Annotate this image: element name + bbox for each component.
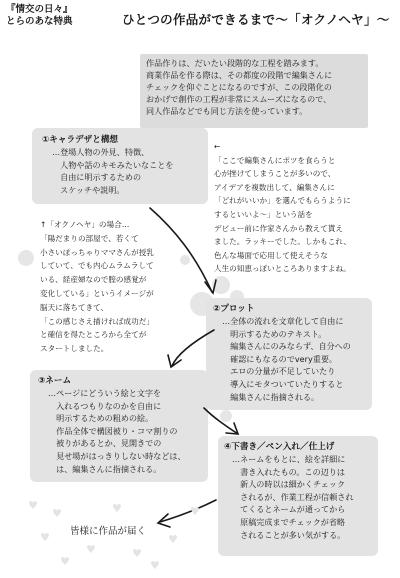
step-line: てくるとネームが通ってから — [232, 504, 346, 515]
note-line: 脳天に落ちてきて、 — [40, 302, 109, 312]
heart-icon: ♥ — [60, 555, 70, 568]
step-line: されるが、作業工程が信頼され — [232, 491, 354, 502]
note-line: ← — [214, 142, 221, 151]
note-line: していて、でも内心ムラムラして — [40, 261, 154, 271]
heart-icon: ♥ — [28, 499, 38, 512]
step-line: 入れるつもりなのかを自由に — [48, 400, 162, 411]
note-line: デビュー前に作家さんから教えて貰え — [214, 223, 344, 233]
step-line: 明示するためのテキスト。 — [222, 328, 327, 339]
note-line: するといいよ〜」という話を — [214, 209, 313, 219]
heart-icon: ♥ — [132, 547, 142, 560]
step-line: 人物や話のキモみたいなことを — [52, 159, 174, 170]
step-line: 確認にもなるのでvery重要。 — [222, 353, 338, 364]
note-line: アイデアを複数出して、編集さんに — [214, 182, 335, 192]
intro-line: 商業作品を作る際は、その都度の段階で編集さんに — [146, 70, 333, 80]
arrow-icon — [150, 208, 216, 293]
note-line: 「ここで編集さんにポツを食らうと — [214, 155, 336, 165]
heart-icon: ♥ — [150, 559, 160, 572]
step-line: 被りがあるとか、見開きでの — [48, 438, 162, 449]
heart-icon: ♥ — [86, 543, 96, 556]
heart-icon: ♥ — [52, 507, 62, 520]
step-line: …ページにどういう絵と文字を — [48, 388, 162, 398]
step-line: …登場人物の外見、特徴、 — [52, 147, 150, 157]
step-line: 編集さんに指摘される。 — [222, 391, 320, 402]
step-line: 新人の時以は細かくチェック — [232, 479, 346, 490]
step-line: …ネームをもとに、絵を詳細に — [232, 454, 346, 464]
heart-icon: ♥ — [168, 533, 178, 546]
note-line: 小さいぽっちゃりママさんが授乳 — [40, 247, 154, 257]
step-line: …全体の流れを文章化して自由に — [222, 316, 344, 326]
note-line: 「どれがいいか」を選んでもらうように — [214, 196, 351, 206]
step-line: 編集さんにのみならず、自分への — [222, 341, 351, 352]
intro-line: おかげで創作の工程が非常にスムーズになるので、 — [146, 94, 332, 104]
step-line: エロの分量が不足していたり — [222, 366, 336, 377]
step-line: 原稿完成までチェックが省略 — [232, 516, 346, 527]
step-line: 導入にモタついていたりすると — [222, 378, 344, 389]
note-line: 「この感じさえ描ければ成功だ」 — [40, 316, 154, 326]
heart-icon: ♥ — [190, 505, 200, 518]
arrow-icon — [168, 330, 214, 367]
intro-line: チェックを仰ぐことになるのですが、この段階化の — [146, 82, 332, 92]
arrow-icon — [158, 500, 216, 527]
note-line: ↑「オクノヘヤ」の場合… — [40, 220, 130, 229]
note-line: と確信を得たところから全てが — [40, 330, 147, 340]
heart-icon: ♥ — [112, 502, 122, 515]
step-line: されることが多い気がする。 — [232, 529, 346, 540]
page-title: ひとつの作品ができるまで〜「オクノヘヤ」〜 — [122, 12, 390, 27]
intro-line: 作品作りは、だいたい段階的な工程を踏みます。 — [146, 58, 324, 68]
step-line: 見せ場がはっきりしない時などは、 — [48, 450, 186, 461]
step-title-1: ①キャラデザと構想 — [42, 135, 119, 145]
corner-title: 『情交の日々』 — [6, 4, 73, 15]
heart-icon: ♥ — [40, 531, 50, 544]
corner-subtitle: とらのあな特典 — [6, 16, 73, 27]
step-line: スケッチや説明。 — [52, 184, 125, 195]
note-line: 変化している」というイメージが — [40, 288, 154, 298]
step-title-4: ④下書き／ペン入れ／仕上げ — [224, 442, 335, 452]
note-line: いる、経産婦なので膣の感覚が — [40, 275, 147, 285]
note-line: 「陽だまりの部屋で、若くて — [40, 233, 139, 243]
step-line: 明示するための粗めの絵。 — [48, 413, 154, 424]
arrow-icon — [204, 408, 238, 434]
step-title-3: ③ネーム — [38, 376, 72, 386]
note-line: 心が挫けてしまうことが多いので、 — [214, 169, 336, 179]
step-line: 書き入れたもの。この辺りは — [232, 466, 345, 477]
note-line: スタートしました。 — [40, 344, 109, 354]
note-line: 色んな場面で応用して使えそうな — [214, 250, 328, 260]
step-line: 作品全体で構図被り・コマ割りの — [48, 425, 178, 436]
step-line: 自由に明示するための — [52, 172, 142, 183]
note-line: 人生の知恵っぽいところありますよね。 — [214, 264, 351, 274]
step-title-2: ②プロット — [213, 304, 255, 314]
step-line: は、編集さんに指摘される。 — [48, 463, 162, 474]
closing-caption: 皆様に作品が届く — [70, 526, 147, 537]
intro-line: 同人作品などでも同じ方法を使っています。 — [146, 106, 308, 116]
note-line: ました。ラッキーでした。しかもこれ、 — [214, 237, 351, 247]
